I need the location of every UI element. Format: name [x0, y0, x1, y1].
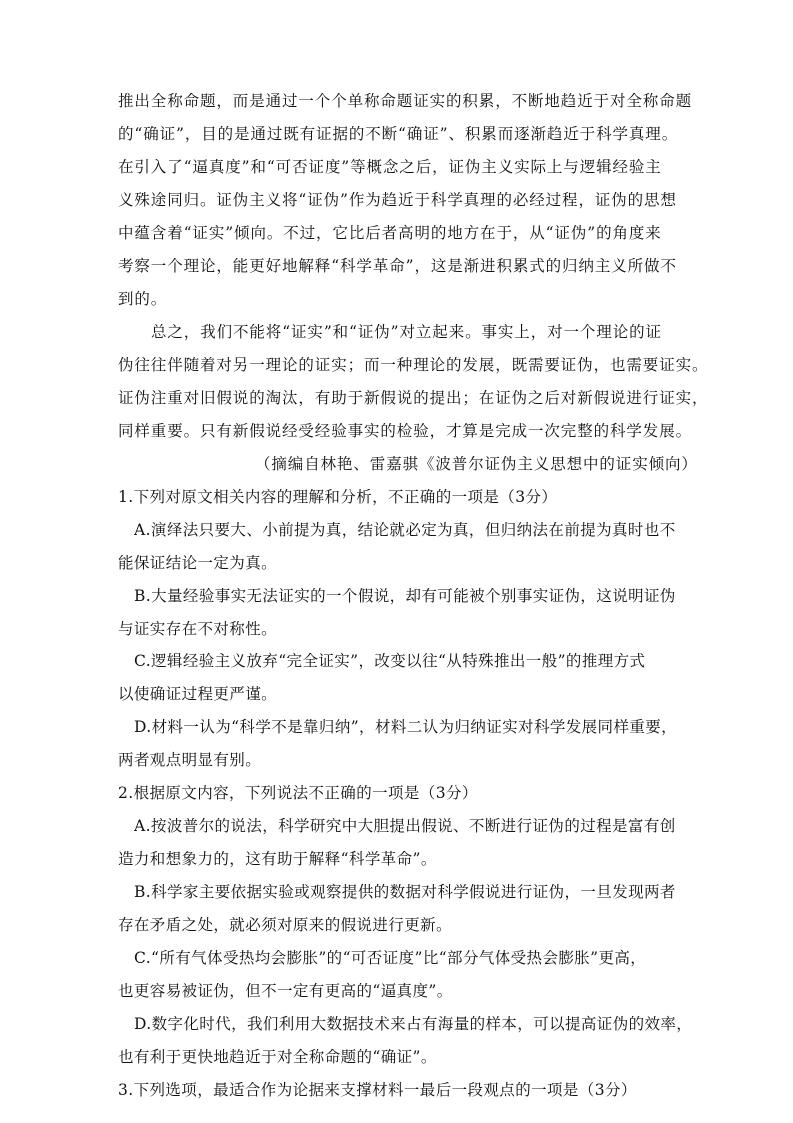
question-2-option-d-cont: 也有利于更快地趋近于对全称命题的“确证”。	[118, 1048, 437, 1066]
passage-line: 总之，我们不能将“证实”和“证伪”对立起来。事实上，对一个理论的证	[151, 322, 662, 341]
question-1-option-b: B.大量经验事实无法证实的一个假说，却有可能被个别事实证伪，这说明证伪	[134, 586, 676, 605]
question-1-option-d: D.材料一认为“科学不是靠归纳”，材料二认为归纳证实对科学发展同样重要，	[134, 718, 678, 737]
question-1-option-a-cont: 能保证结论一定为真。	[118, 553, 278, 572]
passage-line: 证伪注重对旧假说的淘汰，有助于新假说的提出；在证伪之后对新假说进行证实，	[118, 388, 709, 407]
question-2-option-a-cont: 造力和想象力的，这有助于解释“科学革命”。	[118, 850, 437, 869]
question-1-stem: 1.下列对原文相关内容的理解和分析，不正确的一项是（3分）	[118, 487, 558, 506]
question-1-option-a: A.演绎法只要大、小前提为真，结论就必定为真，但归纳法在前提为真时也不	[134, 520, 676, 539]
passage-line: 中蕴含着“证实”倾向。不过，它比后者高明的地方在于，从“证伪”的角度来	[118, 223, 662, 242]
passage-line: 到的。	[118, 289, 168, 308]
question-1-option-d-cont: 两者观点明显有别。	[118, 751, 262, 770]
question-1-option-c-cont: 以使确证过程更严谨。	[118, 685, 278, 704]
question-1-option-b-cont: 与证实存在不对称性。	[118, 619, 278, 638]
passage-line: 伪往往伴随着对另一理论的证实；而一种理论的发展，既需要证伪，也需要证实。	[118, 355, 709, 374]
question-2-option-d: D.数字化时代，我们利用大数据技术来占有海量的样本，可以提高证伪的效率，	[134, 1015, 693, 1034]
question-2-option-c: C.“所有气体受热均会膨胀”的“可否证度”比“部分气体受热会膨胀”更高，	[134, 949, 647, 968]
question-1-option-c: C.逻辑经验主义放弃“完全证实”，改变以往“从特殊推出一般”的推理方式	[134, 652, 646, 671]
question-2-option-b-cont: 存在矛盾之处，就必须对原来的假说进行更新。	[118, 916, 452, 935]
passage-line: 义殊途同归。证伪主义将“证伪”作为趋近于科学真理的必经过程，证伪的思想	[118, 190, 677, 209]
question-3-stem: 3.下列选项，最适合作为论据来支撑材料一最后一段观点的一项是（3分）	[118, 1081, 637, 1099]
question-2-option-b: B.科学家主要依据实验或观察提供的数据对科学假说进行证伪，一旦发现两者	[134, 883, 676, 902]
passage-line: 在引入了“逼真度”和“可否证度”等概念之后，证伪主义实际上与逻辑经验主	[118, 157, 662, 176]
passage-source: （摘编自林艳、雷嘉骐《波普尔证伪主义思想中的证实倾向）	[255, 454, 698, 473]
question-2-stem: 2.根据原文内容，下列说法不正确的一项是（3分）	[118, 784, 478, 803]
question-2-option-a: A.按波普尔的说法，科学研究中大胆提出假说、不断进行证伪的过程是富有创	[134, 817, 676, 836]
passage-line: 考察一个理论，能更好地解释“科学革命”，这是渐进积累式的归纳主义所做不	[118, 256, 677, 275]
passage-line: 推出全称命题，而是通过一个个单称命题证实的积累，不断地趋近于对全称命题	[118, 92, 693, 110]
passage-line: 的“确证”，目的是通过既有证据的不断“确证”、积累而逐渐趋近于科学真理。	[118, 125, 679, 143]
question-2-option-c-cont: 也更容易被证伪，但不一定有更高的“逼真度”。	[118, 982, 453, 1001]
passage-line: 同样重要。只有新假说经受经验事实的检验，才算是完成一次完整的科学发展。	[118, 421, 693, 440]
